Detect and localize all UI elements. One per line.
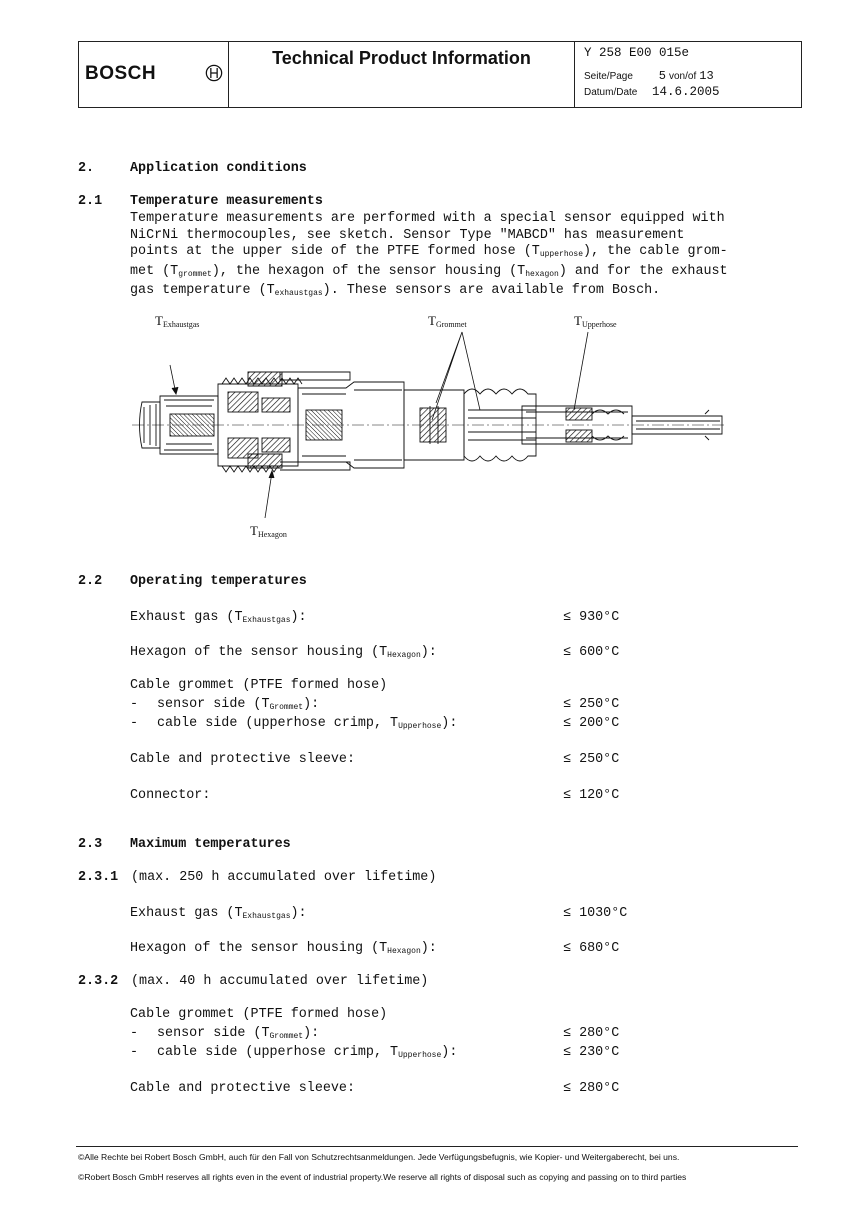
- list-dash: -: [130, 716, 139, 731]
- footer-divider: [76, 1146, 798, 1147]
- temp-label: Hexagon of the sensor housing $(T_{Hexagon})$:: [130, 941, 437, 956]
- section-number: 2.2: [78, 574, 103, 589]
- temp-label: cable side (upperhose crimp, $T_{Upperhose}$):: [157, 1045, 458, 1060]
- temp-value: ≤ 230°C: [563, 1045, 620, 1060]
- section-number: 2.1: [78, 194, 103, 209]
- footer-copyright-en: ©Robert Bosch GmbH reserves all rights even in the event of industrial property.We reserve all rights of disposal such as copying and passing on to third parties: [78, 1172, 687, 1182]
- sensor-sketch-figure: [130, 310, 730, 545]
- section-title: Temperature measurements: [130, 194, 323, 209]
- temp-label: cable side (upperhose crimp, $T_{Upperhose}$):: [157, 716, 458, 731]
- subscript: upperhose: [539, 250, 584, 260]
- document-header: [78, 41, 802, 108]
- document-title: Technical Product Information: [272, 48, 531, 68]
- paragraph-text: ). These sensors are available from Bosch.: [322, 283, 661, 299]
- group-heading: Cable grommet (PTFE formed hose): [130, 678, 388, 693]
- temp-label: Exhaust gas $(T_{Exhaustgas})$:: [130, 906, 307, 921]
- list-dash: -: [130, 1045, 139, 1060]
- section-number: 2.3: [78, 837, 103, 852]
- group-heading: Cable grommet (PTFE formed hose): [130, 1007, 388, 1022]
- page-number: 5: [658, 69, 666, 83]
- page-sep: von/of: [669, 71, 697, 82]
- footer-copyright-de: ©Alle Rechte bei Robert Bosch GmbH, auch für den Fall von Schutzrechtsanmeldungen. Jede Verfügungsbefugnis, wie Kopier- und Weitergaberecht, bei uns.: [78, 1152, 680, 1162]
- subsection-text: (max. 40 h accumulated over lifetime): [131, 974, 429, 989]
- logo-cell: [79, 42, 229, 107]
- date-value: 14.6.2005: [652, 85, 720, 99]
- temp-label: Cable and protective sleeve:: [130, 752, 355, 767]
- section-title: Maximum temperatures: [130, 837, 291, 852]
- temp-value: ≤ 250°C: [563, 752, 620, 767]
- temp-label: Cable and protective sleeve:: [130, 1081, 355, 1096]
- paragraph-text: points at the upper side of the PTFE formed hose (T: [130, 244, 540, 260]
- temp-value: ≤ 600°C: [563, 645, 620, 660]
- paragraph-text: ), the hexagon of the sensor housing (T: [211, 263, 526, 279]
- sensor-cross-section-drawing: [130, 310, 730, 545]
- temp-label: sensor side $(T_{Grommet})$:: [157, 1026, 320, 1041]
- subsection-number: 2.3.2: [78, 974, 119, 989]
- doc-number: Y 258 E00 015e: [584, 46, 690, 60]
- title-cell: [229, 42, 575, 107]
- page-info: [584, 68, 714, 83]
- subscript: hexagon: [525, 269, 559, 279]
- temp-value: ≤ 280°C: [563, 1081, 620, 1096]
- page-total: 13: [699, 69, 714, 83]
- body-paragraph: [130, 211, 728, 303]
- temp-label: Connector:: [130, 788, 211, 803]
- subsection-text: (max. 250 h accumulated over lifetime): [131, 870, 437, 885]
- temp-value: ≤ 680°C: [563, 941, 620, 956]
- paragraph-line: NiCrNi thermocouples, see sketch. Sensor Type "MABCD" has measurement: [130, 227, 685, 243]
- temp-label: Exhaust gas $(T_{Exhaustgas})$:: [130, 610, 307, 625]
- temp-label: sensor side $(T_{Grommet})$:: [157, 697, 320, 712]
- temp-value: ≤ 1030°C: [563, 906, 628, 921]
- label-t-hexagon: $T_{Hexagon}$: [250, 523, 287, 539]
- section-title: Operating temperatures: [130, 574, 307, 589]
- label-t-exhaustgas: $T_{Exhaustgas}$: [155, 313, 200, 329]
- subscript: exhaustgas: [274, 289, 323, 299]
- temp-value: ≤ 930°C: [563, 610, 620, 625]
- subscript: grommet: [178, 269, 212, 279]
- date-info: [584, 84, 720, 99]
- temp-value: ≤ 250°C: [563, 697, 620, 712]
- subsection-number: 2.3.1: [78, 870, 119, 885]
- section-number: 2.: [78, 161, 95, 176]
- temp-value: ≤ 120°C: [563, 788, 620, 803]
- date-label: Datum/Date: [584, 87, 638, 98]
- temp-value: ≤ 280°C: [563, 1026, 620, 1041]
- page-label: Seite/Page: [584, 71, 633, 82]
- meta-cell: [575, 42, 801, 107]
- temp-value: ≤ 200°C: [563, 716, 620, 731]
- paragraph-text: ), the cable grom-: [583, 244, 728, 260]
- label-t-grommet: $T_{Grommet}$: [428, 313, 467, 329]
- paragraph-text: ) and for the exhaust: [558, 263, 728, 279]
- paragraph-text: met (T: [130, 263, 179, 279]
- list-dash: -: [130, 697, 139, 712]
- temp-label: Hexagon of the sensor housing $(T_{Hexagon})$:: [130, 645, 437, 660]
- bosch-armature-icon: [205, 64, 223, 82]
- paragraph-line: Temperature measurements are performed with a special sensor equipped with: [130, 211, 725, 226]
- brand-logo: BOSCH: [85, 63, 157, 84]
- section-title: Application conditions: [130, 161, 307, 176]
- label-t-upperhose: $T_{Upperhose}$: [574, 313, 617, 329]
- list-dash: -: [130, 1026, 139, 1041]
- paragraph-text: gas temperature (T: [130, 283, 275, 299]
